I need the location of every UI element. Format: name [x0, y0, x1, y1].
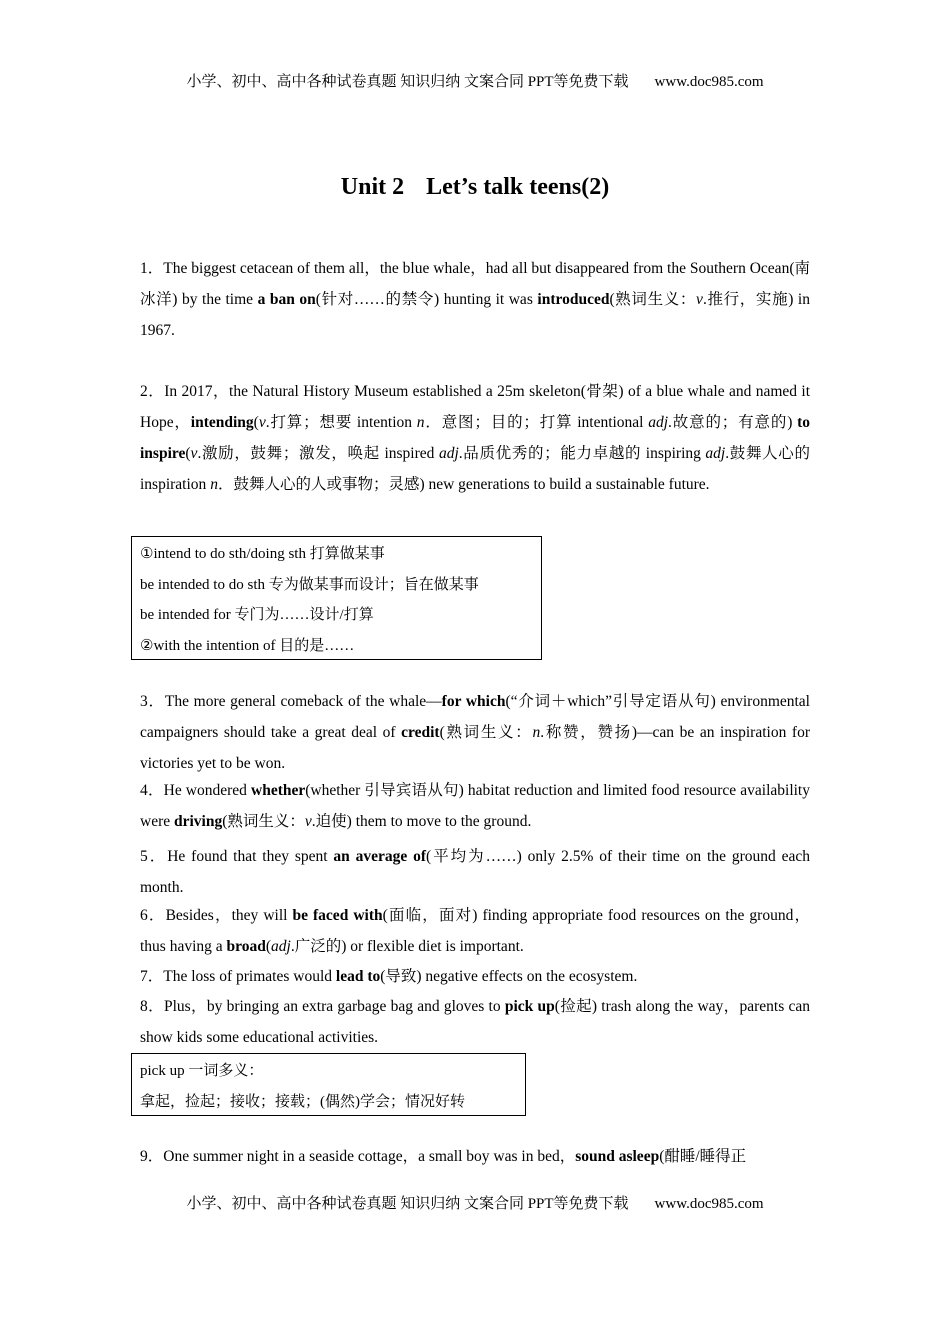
note-line: 拿起，捡起；接收；接载；(偶然)学会；情况好转: [140, 1093, 465, 1110]
item-8: 8．Plus，by bringing an extra garbage bag and gloves to pick up(捡起) trash along the way，parents can show kids some educational activities.: [140, 998, 810, 1046]
item-1: 1．The biggest cetacean of them all，the blue whale，had all but disappeared from the Southern Ocean(南冰洋) by the time a ban on(针对……的禁令) hunting it was introduced(熟词生义：v.推行，实施) in 1967.: [140, 260, 810, 339]
item-7: 7．The loss of primates would lead to(导致) negative effects on the ecosystem.: [140, 968, 638, 985]
footer-url: www.doc985.com: [654, 1196, 764, 1212]
note-line: ①intend to do sth/doing sth 打算做某事: [140, 546, 385, 562]
item-2: 2．In 2017，the Natural History Museum established a 25m skeleton(骨架) of a blue whale and named it Hope，intending(v.打算；想要 intention n．意图；目的；打算 intentional adj.故意的；有意的) to inspire(v.激励，鼓舞；激发，唤起 inspired adj.品质优秀的；能力卓越的 inspiring adj.鼓舞人心的 inspiration n．鼓舞人心的人或事物；灵感) new generations to build a sustainable future.: [140, 383, 810, 493]
note-line: be intended to do sth 专为做某事而设计；旨在做某事: [140, 576, 479, 593]
note-box-intend: [131, 536, 542, 660]
note-line: pick up 一词多义：: [140, 1063, 264, 1079]
header-url: www.doc985.com: [654, 74, 764, 90]
page-title: [0, 174, 950, 201]
header-text: 小学、初中、高中各种试卷真题 知识归纳 文案合同 PPT等免费下载: [186, 74, 629, 90]
item-3: 3．The more general comeback of the whale—for which(“介词＋which”引导定语从句) environmental campaigners should take a great deal of credit(熟词生义：n.称赞，赞扬)—can be an inspiration for victories yet to be won.: [140, 693, 810, 772]
item-6: 6．Besides，they will be faced with(面临，面对) finding appropriate food resources on the ground，thus having a broad(adj.广泛的) or flexible diet is important.: [140, 907, 810, 955]
note-box-pick-up: [131, 1053, 526, 1116]
item-5: 5．He found that they spent an average of(平均为……) only 2.5% of their time on the ground each month.: [140, 848, 810, 896]
note-line: ②with the intention of 目的是……: [140, 637, 355, 654]
note-line: be intended for 专门为……设计/打算: [140, 607, 374, 623]
footer-text: 小学、初中、高中各种试卷真题 知识归纳 文案合同 PPT等免费下载: [186, 1196, 629, 1212]
item-4: 4．He wondered whether(whether 引导宾语从句) habitat reduction and limited food resource availability were driving(熟词生义：v.迫使) them to move to the ground.: [140, 782, 810, 830]
title-name: Let’s talk teens(2): [426, 174, 610, 200]
page-footer: [0, 1192, 950, 1213]
page-header: [0, 70, 950, 91]
item-9: 9．One summer night in a seaside cottage，a small boy was in bed，sound asleep(酣睡/睡得正: [140, 1148, 747, 1165]
title-unit: Unit 2: [340, 174, 405, 200]
